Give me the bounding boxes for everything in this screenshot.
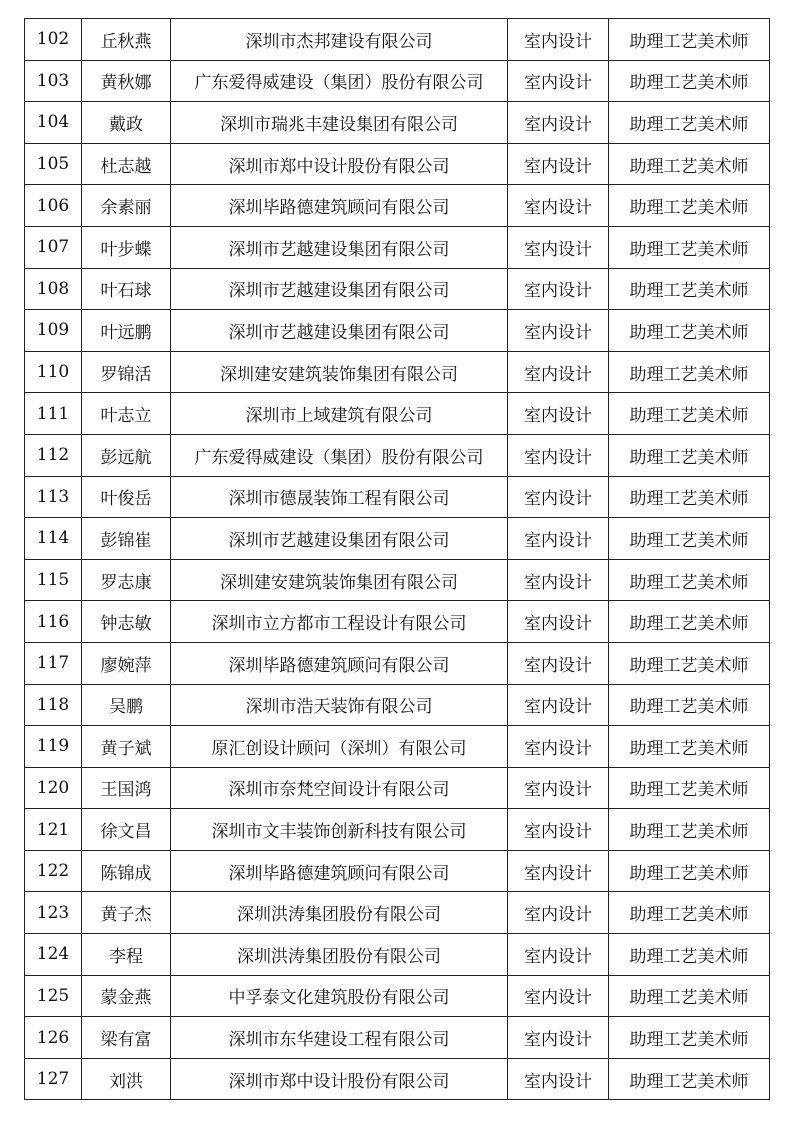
company-cell: 深圳市杰邦建设有限公司 (171, 19, 508, 61)
company-cell: 广东爱得威建设（集团）股份有限公司 (171, 434, 508, 476)
company-cell: 深圳市艺越建设集团有限公司 (171, 226, 508, 268)
title-cell: 助理工艺美术师 (609, 726, 770, 768)
table-row (25, 892, 770, 934)
row-number-cell: 111 (25, 393, 82, 435)
company-cell: 原汇创设计顾问（深圳）有限公司 (171, 726, 508, 768)
company-cell: 深圳市郑中设计股份有限公司 (171, 1058, 508, 1100)
table-row (25, 767, 770, 809)
person-name-cell: 叶步蝶 (82, 226, 171, 268)
company-cell: 中孚泰文化建筑股份有限公司 (171, 975, 508, 1017)
company-cell: 深圳市东华建设工程有限公司 (171, 1017, 508, 1059)
table-row (25, 684, 770, 726)
title-cell: 助理工艺美术师 (609, 809, 770, 851)
row-number-cell: 126 (25, 1017, 82, 1059)
company-cell: 深圳毕路德建筑顾问有限公司 (171, 642, 508, 684)
row-number-cell: 120 (25, 767, 82, 809)
company-cell: 深圳市艺越建设集团有限公司 (171, 268, 508, 310)
major-cell: 室内设计 (508, 476, 609, 518)
title-cell: 助理工艺美术师 (609, 892, 770, 934)
table-row (25, 850, 770, 892)
person-name-cell: 彭锦崔 (82, 518, 171, 560)
person-name-cell: 黄子斌 (82, 726, 171, 768)
row-number-cell: 103 (25, 60, 82, 102)
person-name-cell: 叶远鹏 (82, 310, 171, 352)
title-cell: 助理工艺美术师 (609, 559, 770, 601)
major-cell: 室内设计 (508, 19, 609, 61)
title-cell: 助理工艺美术师 (609, 268, 770, 310)
table-row (25, 1058, 770, 1100)
person-name-cell: 李程 (82, 934, 171, 976)
title-cell: 助理工艺美术师 (609, 934, 770, 976)
company-cell: 深圳市上域建筑有限公司 (171, 393, 508, 435)
company-cell: 深圳毕路德建筑顾问有限公司 (171, 850, 508, 892)
major-cell: 室内设计 (508, 268, 609, 310)
title-cell: 助理工艺美术师 (609, 476, 770, 518)
row-number-cell: 107 (25, 226, 82, 268)
title-cell: 助理工艺美术师 (609, 767, 770, 809)
row-number-cell: 102 (25, 19, 82, 61)
company-cell: 深圳市文丰装饰创新科技有限公司 (171, 809, 508, 851)
company-cell: 深圳毕路德建筑顾问有限公司 (171, 185, 508, 227)
company-cell: 深圳建安建筑装饰集团有限公司 (171, 351, 508, 393)
person-name-cell: 余素丽 (82, 185, 171, 227)
person-name-cell: 黄子杰 (82, 892, 171, 934)
major-cell: 室内设计 (508, 601, 609, 643)
table-row (25, 601, 770, 643)
title-cell: 助理工艺美术师 (609, 102, 770, 144)
major-cell: 室内设计 (508, 351, 609, 393)
major-cell: 室内设计 (508, 934, 609, 976)
title-cell: 助理工艺美术师 (609, 434, 770, 476)
row-number-cell: 117 (25, 642, 82, 684)
table-row (25, 518, 770, 560)
row-number-cell: 112 (25, 434, 82, 476)
major-cell: 室内设计 (508, 726, 609, 768)
person-name-cell: 叶石球 (82, 268, 171, 310)
row-number-cell: 115 (25, 559, 82, 601)
major-cell: 室内设计 (508, 850, 609, 892)
major-cell: 室内设计 (508, 393, 609, 435)
title-cell: 助理工艺美术师 (609, 684, 770, 726)
table-row (25, 726, 770, 768)
company-cell: 深圳市郑中设计股份有限公司 (171, 143, 508, 185)
major-cell: 室内设计 (508, 102, 609, 144)
table-row (25, 434, 770, 476)
title-cell: 助理工艺美术师 (609, 601, 770, 643)
row-number-cell: 119 (25, 726, 82, 768)
title-cell: 助理工艺美术师 (609, 975, 770, 1017)
row-number-cell: 121 (25, 809, 82, 851)
company-cell: 深圳建安建筑装饰集团有限公司 (171, 559, 508, 601)
table-row (25, 642, 770, 684)
row-number-cell: 116 (25, 601, 82, 643)
person-name-cell: 叶志立 (82, 393, 171, 435)
table-row (25, 268, 770, 310)
company-cell: 深圳洪涛集团股份有限公司 (171, 892, 508, 934)
major-cell: 室内设计 (508, 559, 609, 601)
person-name-cell: 丘秋燕 (82, 19, 171, 61)
person-name-cell: 廖婉萍 (82, 642, 171, 684)
major-cell: 室内设计 (508, 60, 609, 102)
title-cell: 助理工艺美术师 (609, 185, 770, 227)
row-number-cell: 122 (25, 850, 82, 892)
table-row (25, 102, 770, 144)
major-cell: 室内设计 (508, 226, 609, 268)
title-cell: 助理工艺美术师 (609, 1058, 770, 1100)
company-cell: 深圳市艺越建设集团有限公司 (171, 310, 508, 352)
row-number-cell: 108 (25, 268, 82, 310)
major-cell: 室内设计 (508, 1058, 609, 1100)
row-number-cell: 123 (25, 892, 82, 934)
table-row (25, 559, 770, 601)
major-cell: 室内设计 (508, 310, 609, 352)
major-cell: 室内设计 (508, 684, 609, 726)
title-cell: 助理工艺美术师 (609, 310, 770, 352)
title-cell: 助理工艺美术师 (609, 19, 770, 61)
title-cell: 助理工艺美术师 (609, 60, 770, 102)
row-number-cell: 106 (25, 185, 82, 227)
major-cell: 室内设计 (508, 143, 609, 185)
table-row (25, 809, 770, 851)
person-name-cell: 钟志敏 (82, 601, 171, 643)
roster-body (25, 19, 770, 1100)
row-number-cell: 110 (25, 351, 82, 393)
table-row (25, 934, 770, 976)
title-cell: 助理工艺美术师 (609, 393, 770, 435)
title-cell: 助理工艺美术师 (609, 143, 770, 185)
row-number-cell: 124 (25, 934, 82, 976)
person-name-cell: 刘洪 (82, 1058, 171, 1100)
row-number-cell: 127 (25, 1058, 82, 1100)
person-name-cell: 戴政 (82, 102, 171, 144)
row-number-cell: 104 (25, 102, 82, 144)
company-cell: 深圳市浩天装饰有限公司 (171, 684, 508, 726)
company-cell: 深圳市瑞兆丰建设集团有限公司 (171, 102, 508, 144)
major-cell: 室内设计 (508, 1017, 609, 1059)
title-cell: 助理工艺美术师 (609, 351, 770, 393)
person-name-cell: 梁有富 (82, 1017, 171, 1059)
table-row (25, 1017, 770, 1059)
major-cell: 室内设计 (508, 767, 609, 809)
major-cell: 室内设计 (508, 809, 609, 851)
person-name-cell: 彭远航 (82, 434, 171, 476)
row-number-cell: 125 (25, 975, 82, 1017)
roster-table (24, 18, 770, 1100)
row-number-cell: 109 (25, 310, 82, 352)
table-row (25, 310, 770, 352)
company-cell: 深圳市艺越建设集团有限公司 (171, 518, 508, 560)
person-name-cell: 罗志康 (82, 559, 171, 601)
major-cell: 室内设计 (508, 892, 609, 934)
person-name-cell: 王国鸿 (82, 767, 171, 809)
company-cell: 深圳洪涛集团股份有限公司 (171, 934, 508, 976)
table-row (25, 185, 770, 227)
company-cell: 广东爱得威建设（集团）股份有限公司 (171, 60, 508, 102)
major-cell: 室内设计 (508, 518, 609, 560)
person-name-cell: 叶俊岳 (82, 476, 171, 518)
person-name-cell: 蒙金燕 (82, 975, 171, 1017)
table-row (25, 476, 770, 518)
major-cell: 室内设计 (508, 434, 609, 476)
table-row (25, 60, 770, 102)
table-row (25, 351, 770, 393)
title-cell: 助理工艺美术师 (609, 518, 770, 560)
major-cell: 室内设计 (508, 185, 609, 227)
title-cell: 助理工艺美术师 (609, 226, 770, 268)
person-name-cell: 吴鹏 (82, 684, 171, 726)
company-cell: 深圳市立方都市工程设计有限公司 (171, 601, 508, 643)
person-name-cell: 杜志越 (82, 143, 171, 185)
table-row (25, 393, 770, 435)
title-cell: 助理工艺美术师 (609, 850, 770, 892)
row-number-cell: 118 (25, 684, 82, 726)
row-number-cell: 114 (25, 518, 82, 560)
person-name-cell: 罗锦活 (82, 351, 171, 393)
row-number-cell: 113 (25, 476, 82, 518)
major-cell: 室内设计 (508, 975, 609, 1017)
table-row (25, 19, 770, 61)
company-cell: 深圳市德晟装饰工程有限公司 (171, 476, 508, 518)
table-row (25, 975, 770, 1017)
table-row (25, 143, 770, 185)
person-name-cell: 黄秋娜 (82, 60, 171, 102)
major-cell: 室内设计 (508, 642, 609, 684)
company-cell: 深圳市奈梵空间设计有限公司 (171, 767, 508, 809)
title-cell: 助理工艺美术师 (609, 642, 770, 684)
title-cell: 助理工艺美术师 (609, 1017, 770, 1059)
table-row (25, 226, 770, 268)
person-name-cell: 徐文昌 (82, 809, 171, 851)
person-name-cell: 陈锦成 (82, 850, 171, 892)
row-number-cell: 105 (25, 143, 82, 185)
